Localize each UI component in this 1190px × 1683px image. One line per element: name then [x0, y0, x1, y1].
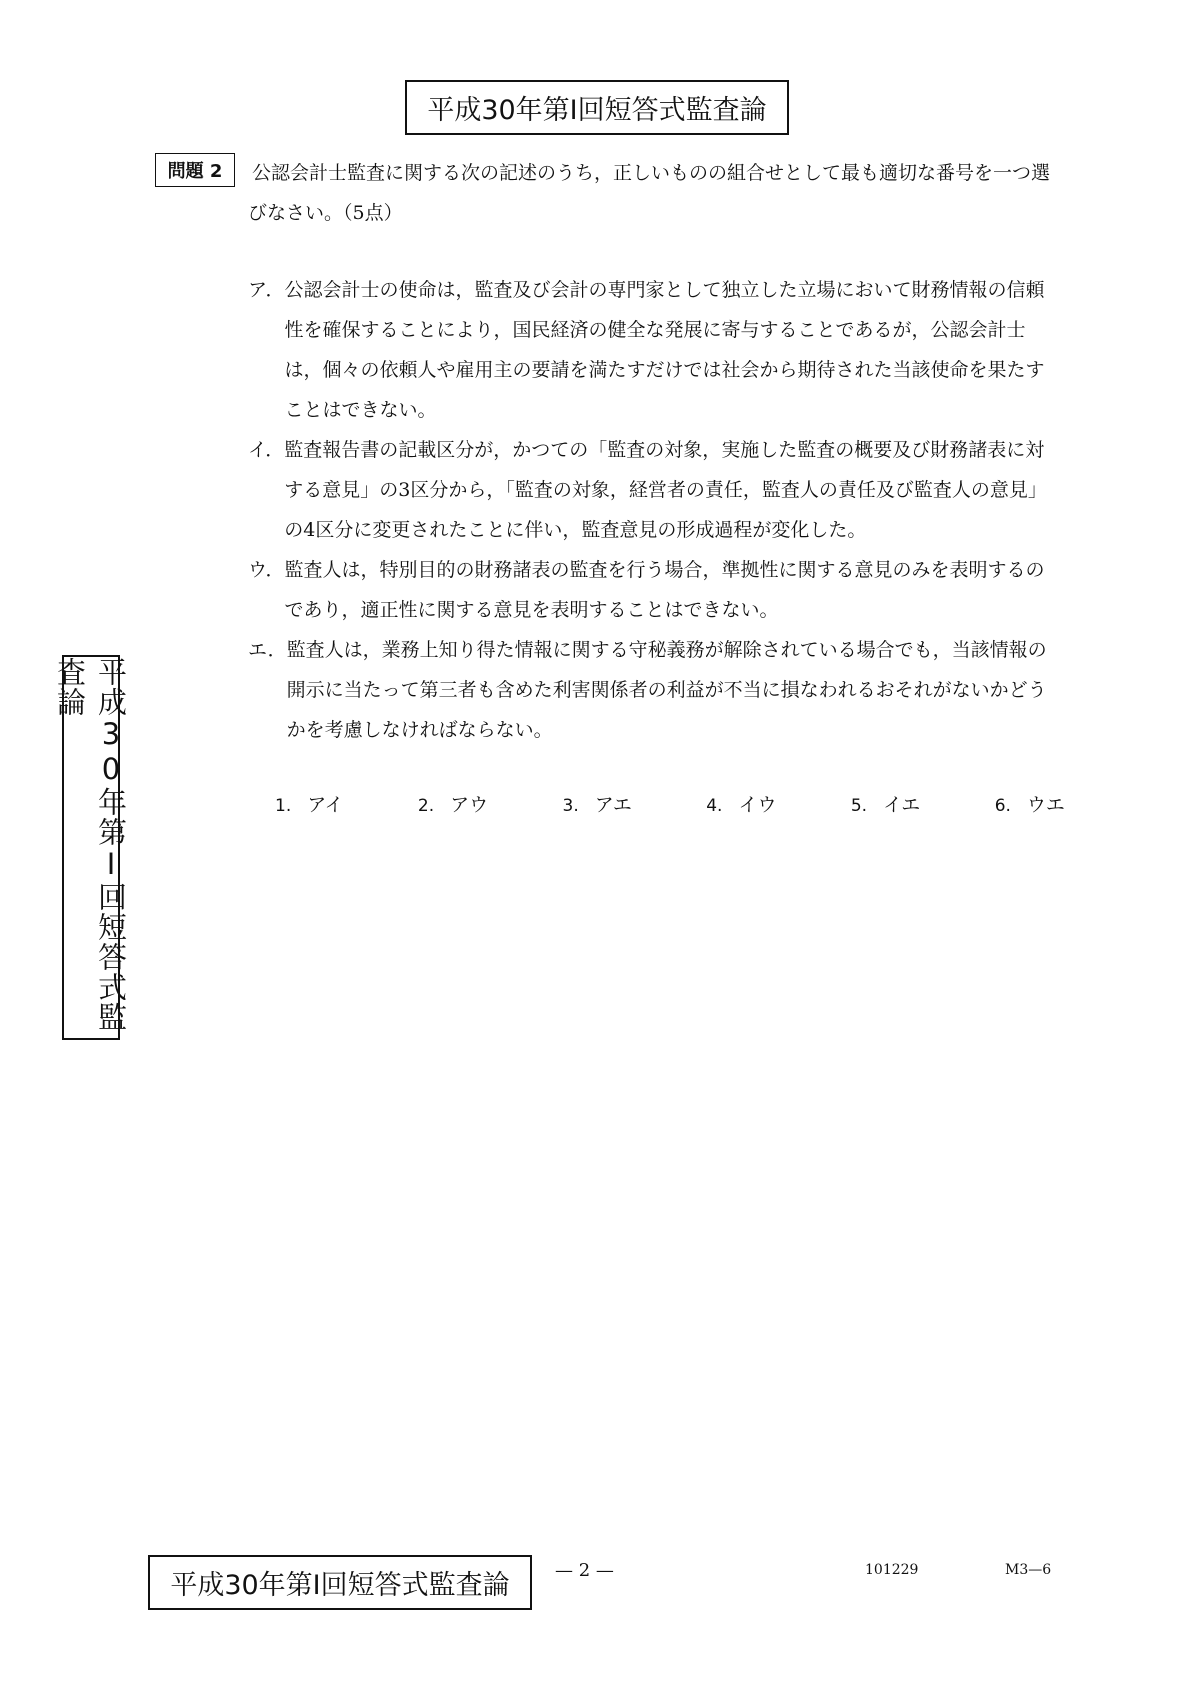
- statement-u: [248, 550, 1058, 630]
- choice-label: アウ: [450, 794, 489, 816]
- exam-code: M3—6: [1005, 1562, 1052, 1578]
- choice-label: アエ: [594, 794, 632, 816]
- statement-list: [248, 270, 1058, 750]
- choice-number: 5.: [850, 796, 868, 816]
- statement-text: 監査人は，特別目的の財務諸表の監査を行う場合，準拠性に関する意見のみを表明するのであり，適正性に関する意見を表明することはできない。: [284, 559, 1045, 621]
- choice-1[interactable]: [275, 790, 344, 817]
- choice-number: 3.: [562, 796, 579, 816]
- document-code: 101229: [865, 1562, 919, 1578]
- statement-marker: イ．: [248, 439, 285, 461]
- question-text: 公認会計士監査に関する次の記述のうち，正しいものの組合せとして最も適切な番号を一つ選びなさい。（5点）: [248, 162, 1051, 224]
- page-number: — 2 —: [555, 1560, 614, 1581]
- statement-marker: ウ．: [248, 559, 285, 581]
- choice-label: アイ: [307, 794, 344, 816]
- statement-marker: エ．: [248, 639, 287, 661]
- side-title-box: [53, 655, 128, 1040]
- choice-label: イウ: [738, 794, 777, 816]
- choice-number: 6.: [994, 796, 1011, 816]
- question-label: 問題 2: [155, 153, 235, 187]
- choice-2[interactable]: [418, 790, 488, 817]
- statement-a: [248, 270, 1058, 430]
- statement-text: 監査報告書の記載区分が，かつての「監査の対象，実施した監査の概要及び財務諸表に対する意見」の3区分から，「監査の対象，経営者の責任，監査人の責任及び監査人の意見」の4区分に変更されたことに伴い，監査意見の形成過程が変化した。: [284, 439, 1047, 541]
- answer-choices: [275, 790, 1065, 817]
- choice-5[interactable]: [851, 790, 920, 817]
- statement-e: [248, 630, 1058, 750]
- statement-text: 監査人は，業務上知り得た情報に関する守秘義務が解除されている場合でも，当該情報の開示に当たって第三者も含めた利害関係者の利益が不当に損なわれるおそれがないかどうかを考慮しなければならない。: [286, 639, 1047, 741]
- choice-4[interactable]: [706, 790, 776, 817]
- statement-i: [248, 430, 1058, 550]
- statement-marker: ア．: [248, 279, 285, 301]
- choice-label: ウエ: [1026, 794, 1065, 816]
- footer-title: 平成30年第Ⅰ回短答式監査論: [148, 1555, 532, 1610]
- choice-number: 2.: [417, 796, 435, 816]
- choice-6[interactable]: [995, 790, 1065, 817]
- choice-3[interactable]: [563, 790, 632, 817]
- page-title: 平成30年第Ⅰ回短答式監査論: [405, 80, 789, 135]
- choice-number: 1.: [275, 796, 292, 816]
- choice-number: 4.: [706, 796, 723, 816]
- choice-label: イエ: [883, 794, 921, 816]
- statement-text: 公認会計士の使命は，監査及び会計の専門家として独立した立場において財務情報の信頼性を確保することにより，国民経済の健全な発展に寄与することであるが，公認会計士は，個々の依頼人や雇用主の要請を満たすだけでは社会から期待された当該使命を果たすことはできない。: [284, 279, 1045, 421]
- side-title: 平成30年第Ⅰ回短答式監査論: [53, 657, 128, 1032]
